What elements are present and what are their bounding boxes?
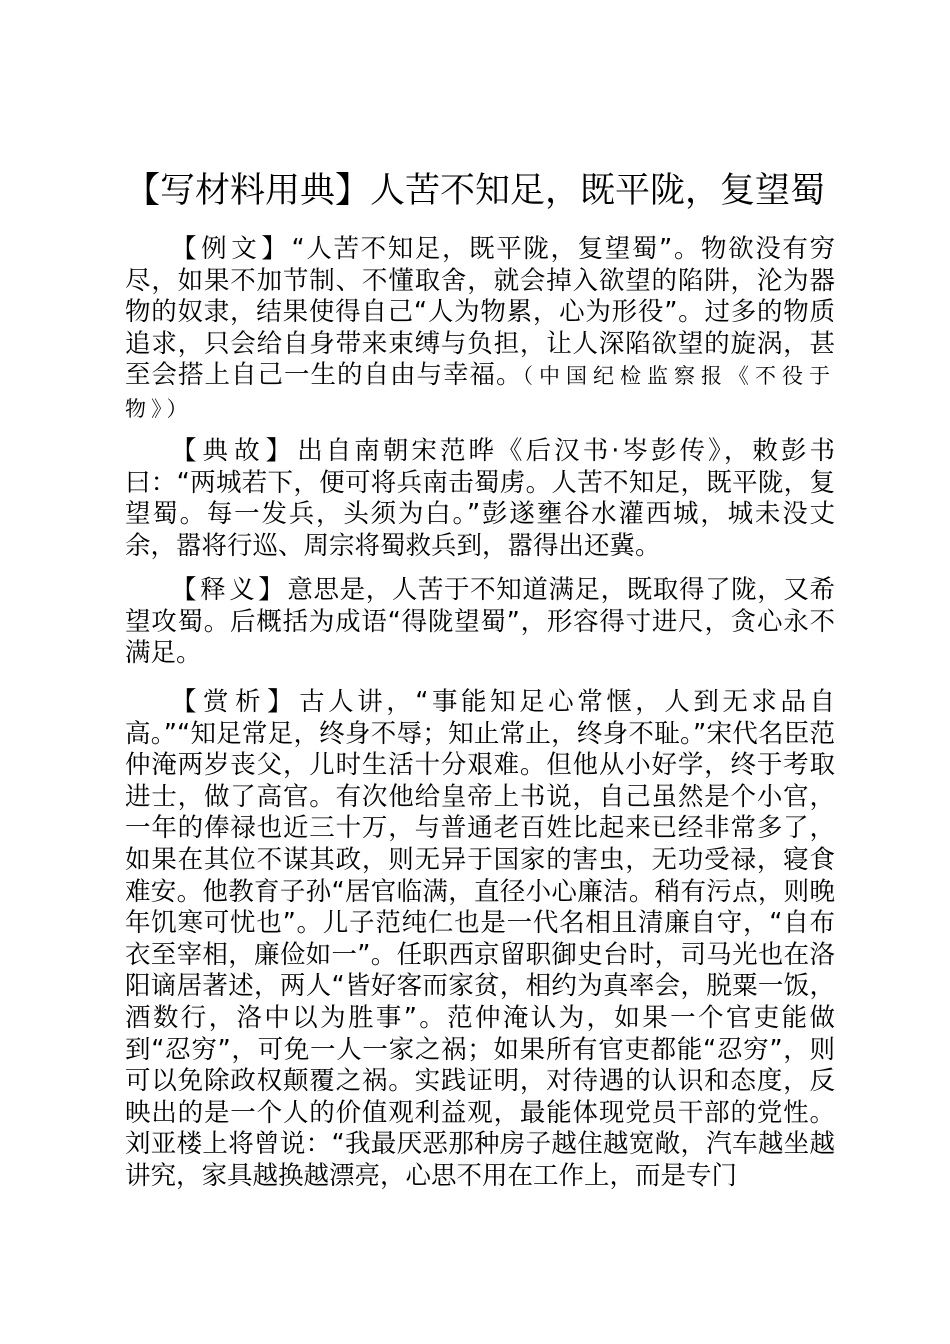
paragraph-allusion-text: 出自南朝宋范晔《后汉书·岑彭传》，敕彭书曰：“两城若下，便可将兵南击蜀虏。人苦不知足，既平陇，复望蜀。每一发兵，头须为白。”彭遂壅谷水灌西城，城未没丈余，嚣将行巡、周宗将蜀救兵到，嚣得出还冀。	[125, 436, 835, 561]
paragraph-meaning	[125, 575, 835, 670]
paragraph-analysis	[125, 687, 835, 1193]
section-tag-analysis: 【赏析】	[171, 687, 300, 717]
document-title: 【写材料用典】人苦不知足，既平陇，复望蜀	[125, 171, 826, 211]
paragraph-analysis-text: 古人讲，“事能知足心常惬，人到无求品自高。”“知足常足，终身不辱；知止常止，终身不耻。”宋代名臣范仲淹两岁丧父，儿时生活十分艰难。但他从小好学，终于考取进士，做了高官。有次他给皇帝上书说，自己虽然是个小官，一年的俸禄也近三十万，与普通老百姓比起来已经非常多了，如果在其位不谋其政，则无异于国家的害虫，无功受禄，寝食难安。他教育子孙“居官临满，直径小心廉洁。稍有污点，则晚年饥寒可忧也”。儿子范纯仁也是一代名相且清廉自守，“自布衣至宰相，廉俭如一”。任职西京留职御史台时，司马光也在洛阳谪居著述，两人“皆好客而家贫，相约为真率会，脱粟一饭，酒数行，洛中以为胜事”。范仲淹认为，如果一个官吏能做到“忍穷”，可免一人一家之祸；如果所有官吏都能“忍穷”，则可以免除政权颠覆之祸。实践证明，对待遇的认识和态度，反映出的是一个人的价值观利益观，最能体现党员干部的党性。刘亚楼上将曾说：“我最厌恶那种房子越住越宽敞，汽车越坐越讲究，家具越换越漂亮，心思不用在工作上，而是专门	[125, 687, 835, 1191]
source-citation: （中国纪检监察报《不役于物》）	[125, 364, 835, 421]
section-tag-meaning: 【释义】	[171, 575, 288, 605]
paragraph-example-text: “人苦不知足，既平陇，复望蜀”。物欲没有穷尽，如果不加节制、不懂取舍，就会掉入欲望的陷阱，沦为器物的奴隶，结果使得自己“人为物累，心为形役”。过多的物质追求，只会给自身带来束缚与负担，让人深陷欲望的旋涡，甚至会搭上自己一生的自由与幸福。	[125, 234, 835, 391]
paragraph-meaning-text: 意思是，人苦于不知道满足，既取得了陇，又希望攻蜀。后概括为成语“得陇望蜀”，形容得寸进尺，贪心永不满足。	[125, 575, 835, 669]
paragraph-allusion	[125, 436, 835, 562]
paragraph-example	[125, 234, 835, 426]
section-tag-example: 【例文】	[171, 234, 292, 264]
section-tag-allusion: 【典故】	[171, 436, 298, 466]
